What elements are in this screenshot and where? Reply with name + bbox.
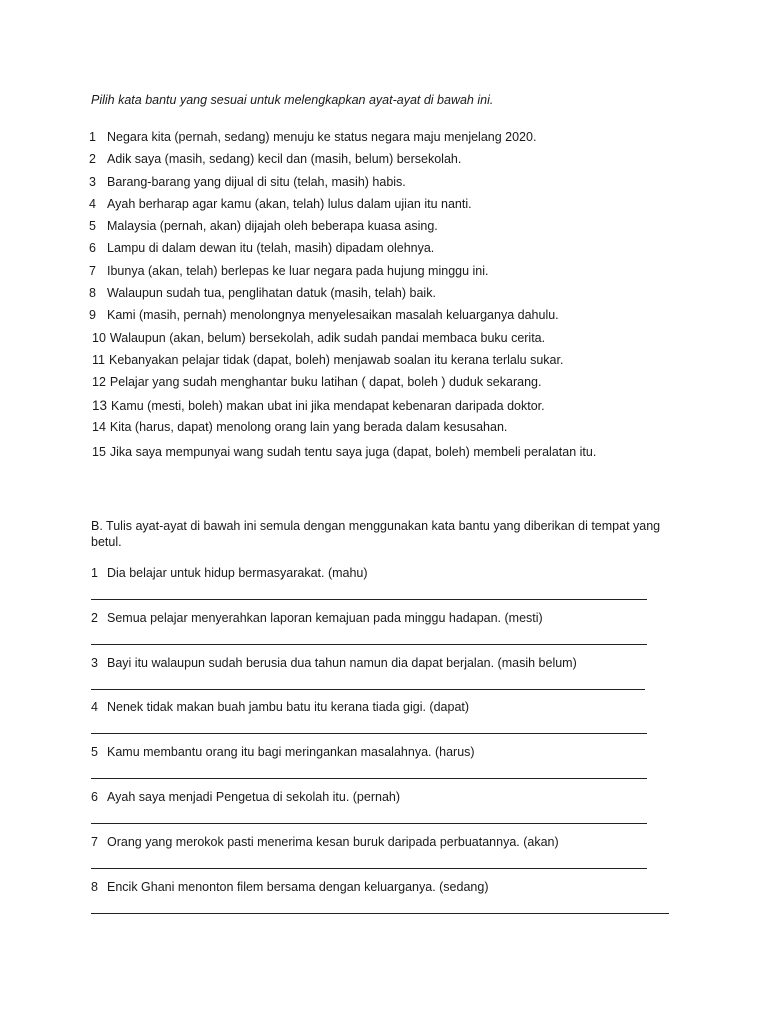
question-text: Jika saya mempunyai wang sudah tentu saya juga (dapat, boleh) membeli peralatan itu. (109, 445, 597, 460)
section-a-question-1 (89, 130, 689, 152)
question-text: Ibunya (akan, telah) berlepas ke luar negara pada hujung minggu ini. (107, 263, 489, 278)
question-number: 1 (89, 130, 96, 144)
question-number: 7 (91, 834, 98, 849)
section-a-question-6 (89, 241, 689, 263)
question-text: Bayi itu walaupun sudah berusia dua tahun namun dia dapat berjalan. (masih belum) (107, 655, 577, 670)
question-number: 2 (91, 610, 98, 625)
question-number: 10 (92, 330, 106, 345)
question-text: Pelajar yang sudah menghantar buku latihan ( dapat, boleh ) duduk sekarang. (109, 375, 542, 390)
question-number: 14 (92, 419, 106, 434)
section-a-question-5 (89, 219, 689, 241)
question-number: 8 (91, 879, 98, 894)
question-text: Kita (harus, dapat) menolong orang lain yang berada dalam kesusahan. (109, 419, 508, 434)
question-text: Ayah berharap agar kamu (akan, telah) lulus dalam ujian itu nanti. (107, 196, 472, 211)
question-number: 4 (89, 196, 96, 211)
answer-line[interactable] (91, 868, 647, 869)
question-text: Kebanyakan pelajar tidak (dapat, boleh) menjawab soalan itu kerana terlalu sukar. (108, 352, 564, 367)
question-text: Ayah saya menjadi Pengetua di sekolah itu. (pernah) (107, 789, 401, 804)
question-text: Barang-barang yang dijual di situ (telah, masih) habis. (107, 174, 406, 189)
section-a-question-13 (89, 398, 689, 420)
answer-line[interactable] (91, 778, 647, 779)
question-text: Orang yang merokok pasti menerima kesan buruk daripada perbuatannya. (akan) (107, 834, 559, 849)
section-a-question-12 (89, 375, 689, 397)
section-a-question-8 (89, 286, 689, 308)
section-a-instruction: Pilih kata bantu yang sesuai untuk melengkapkan ayat-ayat di bawah ini. (91, 93, 494, 107)
question-number: 4 (91, 700, 98, 715)
question-text: Nenek tidak makan buah jambu batu itu kerana tiada gigi. (dapat) (107, 700, 470, 715)
section-a-question-11 (89, 353, 689, 375)
question-text: Lampu di dalam dewan itu (telah, masih) dipadam olehnya. (107, 241, 435, 256)
section-a-question-3 (89, 175, 689, 197)
section-b-question-4 (91, 700, 691, 745)
question-number: 5 (89, 219, 96, 234)
question-text: Dia belajar untuk hidup bermasyarakat. (mahu) (107, 566, 368, 580)
question-text: Malaysia (pernah, akan) dijajah oleh beberapa kuasa asing. (107, 219, 438, 234)
section-a-question-2 (89, 152, 689, 174)
answer-line[interactable] (91, 913, 669, 914)
question-number: 11 (92, 352, 105, 367)
section-b-question-1 (91, 566, 691, 611)
question-number: 6 (91, 789, 98, 804)
question-text: Walaupun sudah tua, penglihatan datuk (masih, telah) baik. (107, 286, 436, 301)
section-b-question-7 (91, 835, 691, 880)
answer-line[interactable] (91, 599, 647, 600)
question-number: 12 (92, 375, 106, 390)
section-a-question-list (89, 130, 689, 467)
question-text: Encik Ghani menonton filem bersama dengan keluarganya. (sedang) (107, 879, 489, 894)
question-text: Negara kita (pernah, sedang) menuju ke status negara maju menjelang 2020. (107, 130, 537, 144)
section-a-question-14 (89, 420, 689, 442)
answer-line[interactable] (91, 823, 647, 824)
answer-line[interactable] (91, 733, 647, 734)
question-text: Semua pelajar menyerahkan laporan kemajuan pada minggu hadapan. (mesti) (107, 610, 543, 625)
question-number: 6 (89, 241, 96, 256)
question-text: Kamu membantu orang itu bagi meringankan masalahnya. (harus) (107, 745, 475, 760)
answer-line[interactable] (91, 689, 645, 690)
question-number: 3 (89, 174, 96, 189)
question-number: 5 (91, 745, 98, 760)
section-b-instruction: B. Tulis ayat-ayat di bawah ini semula dengan menggunakan kata bantu yang diberikan di tempat yang betul. (91, 519, 661, 549)
section-b-question-2 (91, 611, 691, 656)
section-b-question-6 (91, 790, 691, 835)
question-number: 2 (89, 152, 96, 167)
section-b-question-list (91, 566, 691, 924)
question-text: Kamu (mesti, boleh) makan ubat ini jika mendapat kebenaran daripada doktor. (111, 398, 545, 413)
question-text: Walaupun (akan, belum) bersekolah, adik sudah pandai membaca buku cerita. (109, 330, 546, 345)
section-a-question-9 (89, 308, 689, 330)
question-number: 8 (89, 286, 96, 301)
question-number: 7 (89, 263, 96, 278)
answer-line[interactable] (91, 644, 647, 645)
section-a-question-15 (89, 445, 689, 467)
question-number: 3 (91, 655, 98, 670)
question-text: Adik saya (masih, sedang) kecil dan (masih, belum) bersekolah. (107, 152, 462, 167)
section-a-question-10 (89, 331, 689, 353)
question-text: Kami (masih, pernah) menolongnya menyelesaikan masalah keluarganya dahulu. (107, 308, 559, 323)
question-number: 9 (89, 308, 96, 323)
question-number: 13 (92, 397, 108, 413)
section-a-question-4 (89, 197, 689, 219)
question-number: 15 (92, 445, 106, 460)
question-number: 1 (91, 566, 98, 580)
section-b-question-8 (91, 880, 691, 925)
section-a-question-7 (89, 264, 689, 286)
section-b-question-5 (91, 745, 691, 790)
section-b-question-3 (91, 656, 691, 701)
